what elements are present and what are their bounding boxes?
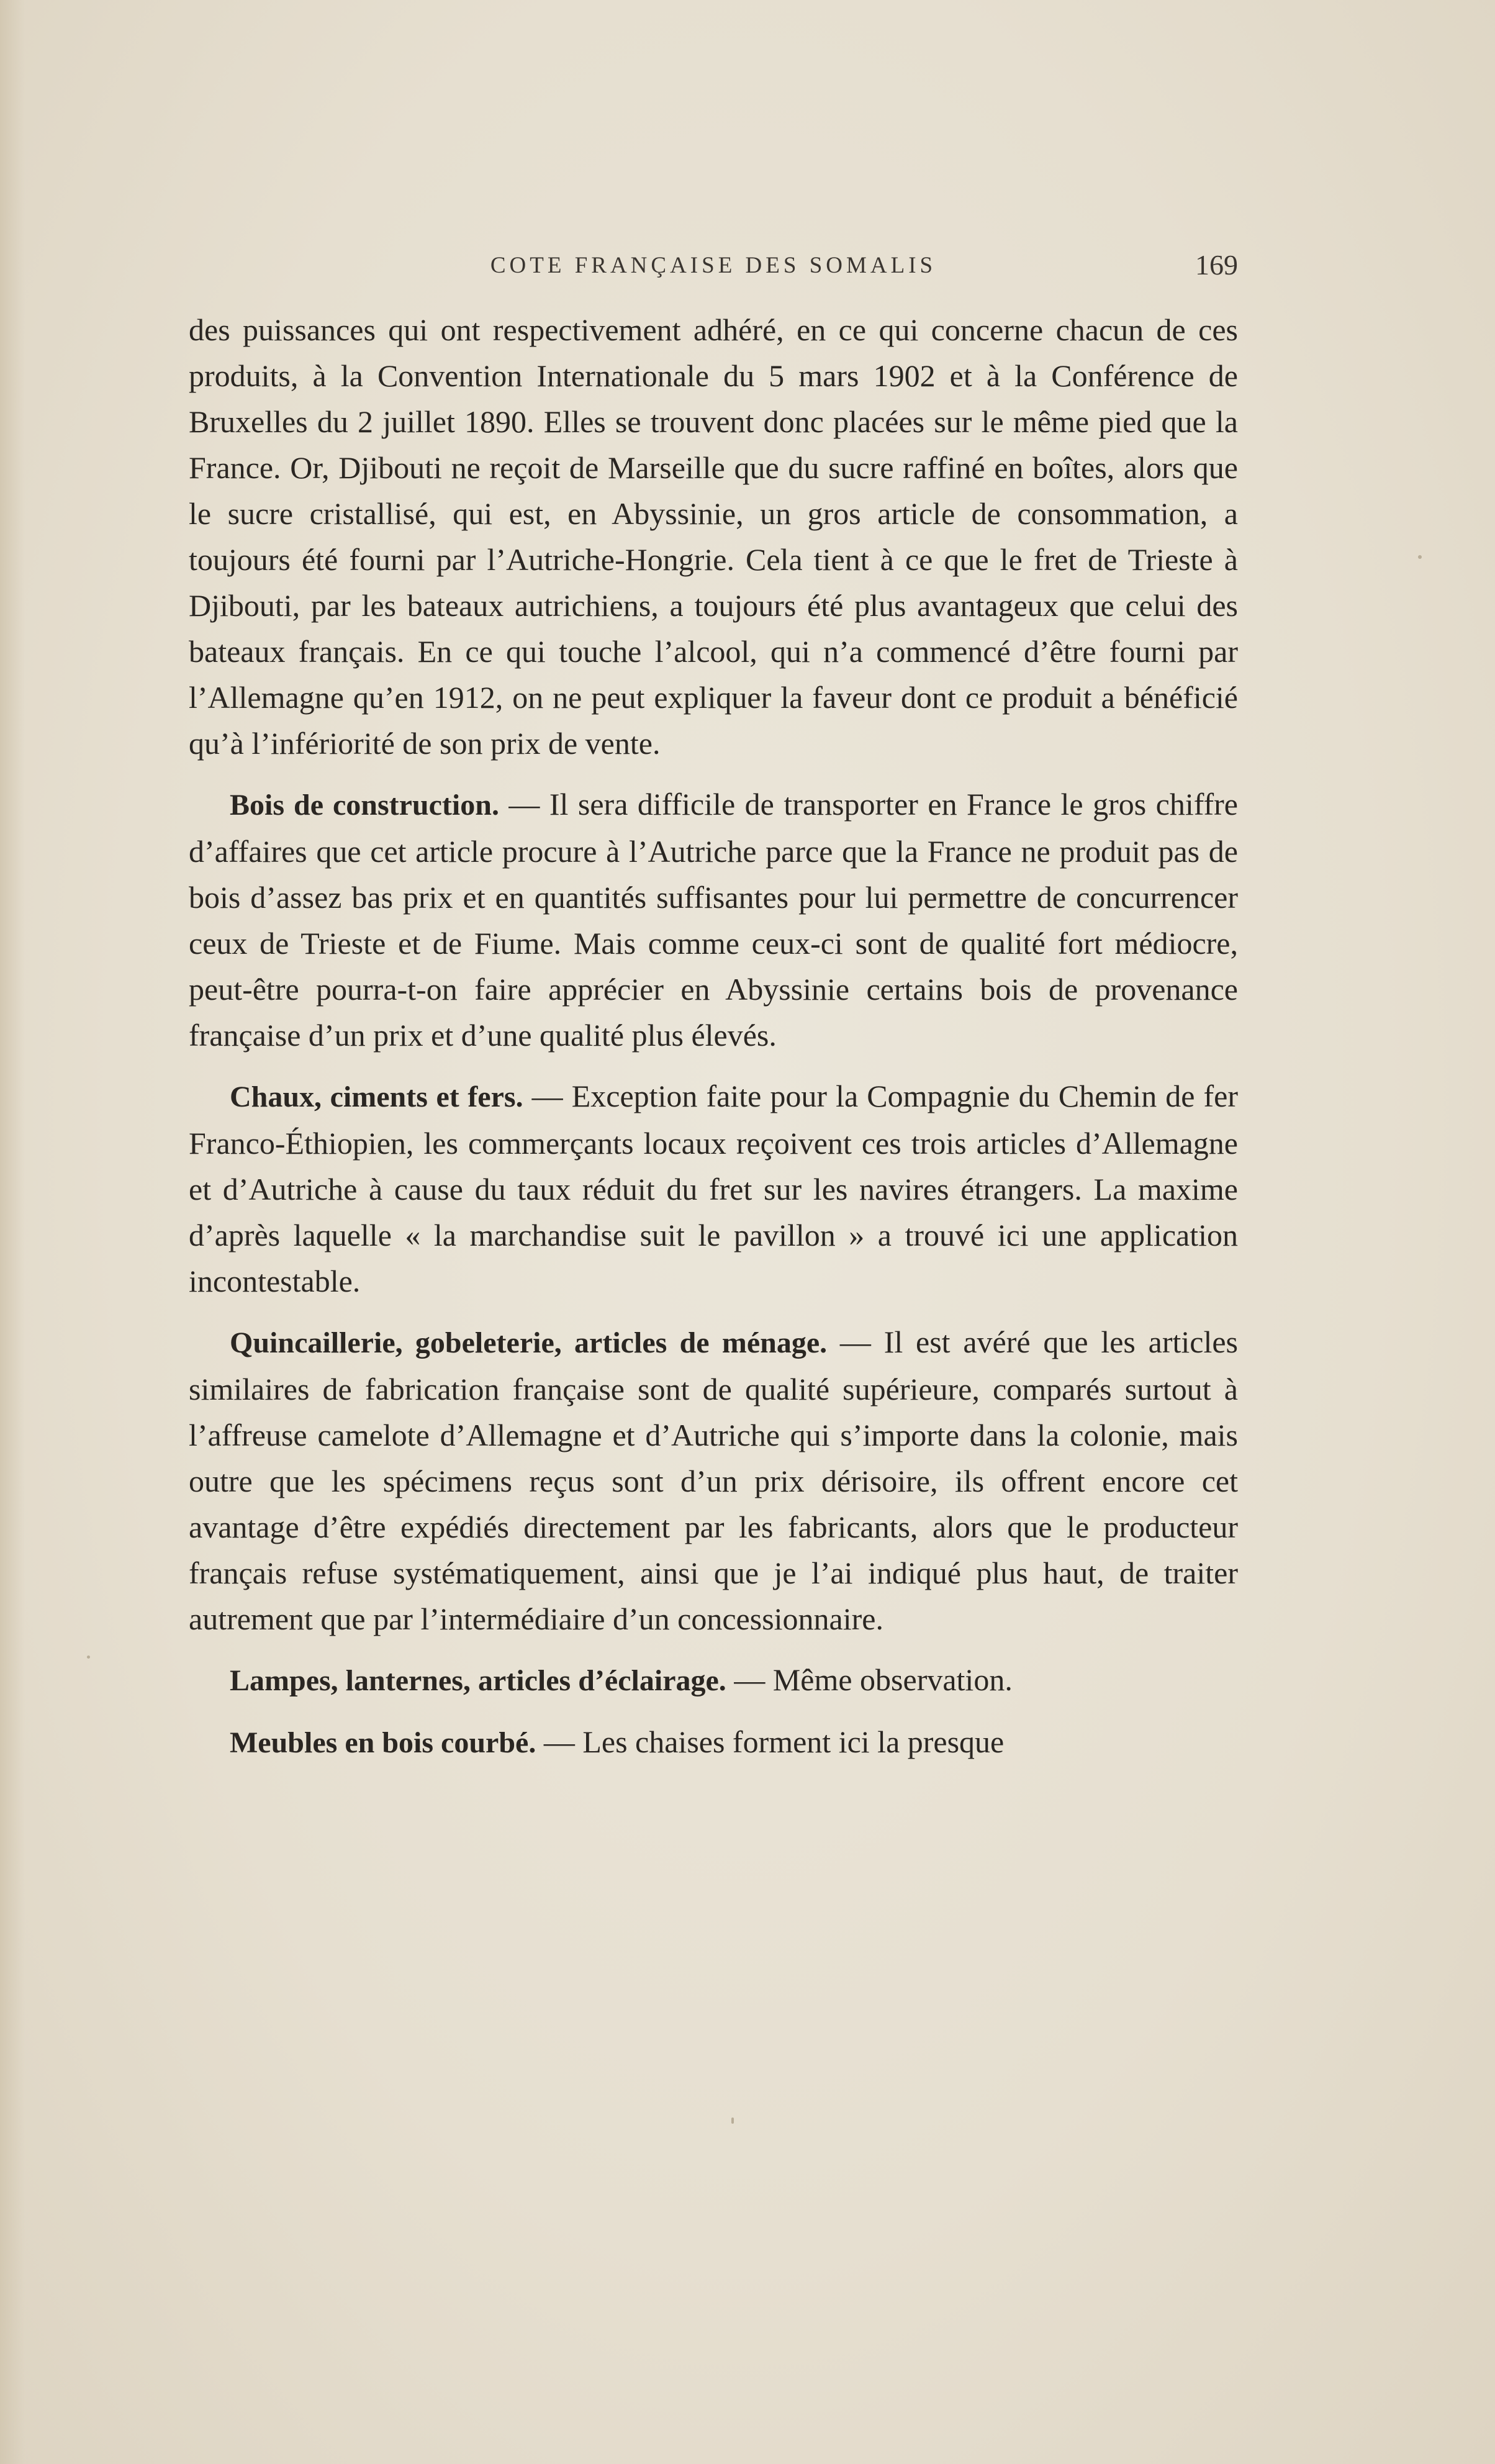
section-heading: Chaux, ciments et fers. <box>230 1080 523 1113</box>
paragraph-continuation <box>189 307 1238 766</box>
running-title: COTE FRANÇAISE DES SOMALIS <box>490 253 937 278</box>
paragraph-text: — Les chaises forment ici la presque <box>536 1724 1005 1759</box>
section-heading: Lampes, lanternes, articles d’éclairage. <box>230 1664 726 1697</box>
page-edge-shadow <box>0 0 25 2464</box>
paragraph-text: des puissances qui ont respectivement adhéré, en ce qui concerne chacun de ces produits, à la Convention Internationale du 5 mars 1902 et à la Conférence de Bruxelles du 2 juillet 1890. Elles se trouvent donc placées sur le même pied que la France. Or, Djibouti ne reçoit de Marseille que du sucre raffiné en boîtes, alors que le sucre cristallisé, qui est, en Abyssinie, un gros article de consommation, a toujours été fourni par l’Autriche-Hongrie. Cela tient à ce que le fret de Trieste à Djibouti, par les bateaux autrichiens, a toujours été plus avantageux que celui des bateaux français. En ce qui touche l’alcool, qui n’a commencé d’être fourni par l’Allemagne qu’en 1912, on ne peut expliquer la faveur dont ce produit a bénéficié qu’à l’infériorité de son prix de vente. <box>189 312 1238 761</box>
paragraph-lampes <box>189 1657 1238 1704</box>
section-heading: Bois de construction. <box>230 789 499 822</box>
section-heading: Meubles en bois courbé. <box>230 1726 536 1759</box>
section-heading: Quincaillerie, gobeleterie, articles de ménage. <box>230 1326 828 1359</box>
paragraph-bois-de-construction <box>189 781 1238 1058</box>
paper-speck <box>731 2118 734 2124</box>
paragraph-text: — Il sera difficile de transporter en France le gros chiffre d’affaires que cet article procure à l’Autriche parce que la France ne produit pas de bois d’assez bas prix et en quantités suffisantes pour lui permettre de concurrencer ceux de Trieste et de Fiume. Mais comme ceux-ci sont de qualité fort médiocre, peut-être pourra-t-on faire apprécier en Abyssinie certains bois de provenance française d’un prix et d’une qualité plus élevés. <box>189 787 1238 1053</box>
page-number: 169 <box>1195 249 1238 281</box>
paragraph-text: — Même observation. <box>726 1662 1013 1697</box>
paragraph-chaux-ciments-fers <box>189 1073 1238 1304</box>
body-text <box>189 307 1238 1766</box>
paragraph-text: — Exception faite pour la Compagnie du Chemin de fer Franco-Éthiopien, les commerçants locaux reçoivent ces trois articles d’Allemagne et d’Autriche à cause du taux réduit du fret sur les navires étrangers. La maxime d’après laquelle « la marchandise suit le pavillon » a trouvé ici une application incontestable. <box>189 1079 1238 1298</box>
page-header <box>189 247 1238 284</box>
paragraph-quincaillerie <box>189 1319 1238 1642</box>
paper-speck <box>87 1656 90 1659</box>
paper-speck <box>1418 555 1422 559</box>
paragraph-text: — Il est avéré que les articles similaires de fabrication française sont de qualité supérieure, comparés surtout à l’affreuse camelote d’Allemagne et d’Autriche qui s’importe dans la colonie, mais outre que les spécimens reçus sont d’un prix dérisoire, ils offrent encore cet avantage d’être expédiés directement par les fabricants, alors que le producteur français refuse systématiquement, ainsi que je l’ai indiqué plus haut, de traiter autrement que par l’intermédiaire d’un concessionnaire. <box>189 1325 1239 1636</box>
paragraph-meubles <box>189 1719 1238 1766</box>
